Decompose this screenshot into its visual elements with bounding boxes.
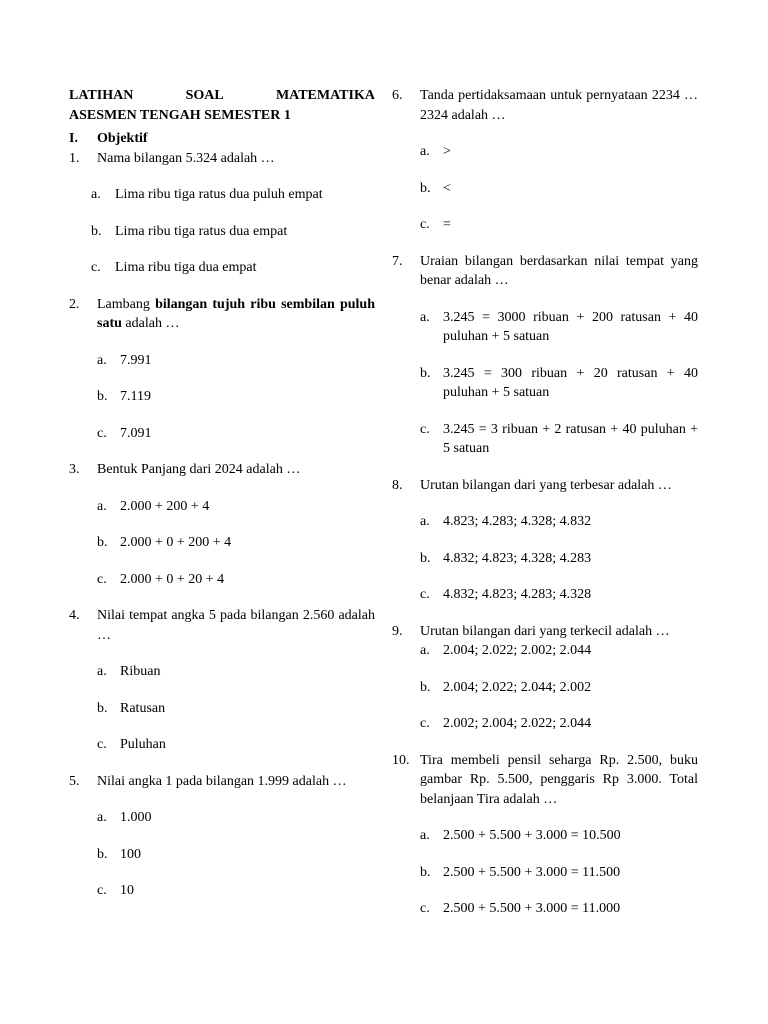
question-6 — [392, 86, 698, 125]
section-heading — [69, 129, 375, 149]
option-text: 7.991 — [120, 352, 152, 368]
option-text: 7.091 — [120, 425, 152, 441]
option-text: 2.500 + 5.500 + 3.000 = 11.500 — [443, 864, 621, 880]
question-7 — [392, 252, 698, 291]
title-word: LATIHAN — [69, 88, 134, 103]
option-b — [97, 533, 375, 553]
title-word: SOAL — [185, 88, 224, 103]
option-text: 2.002; 2.004; 2.022; 2.044 — [443, 716, 592, 731]
option-text: 7.119 — [120, 389, 151, 404]
option-c — [420, 420, 698, 459]
option-label: a. — [97, 352, 107, 368]
option-text: Puluhan — [120, 737, 166, 752]
option-label: c. — [91, 260, 101, 275]
option-label: b. — [420, 365, 431, 381]
option-label: b. — [420, 864, 431, 880]
option-b — [97, 387, 375, 407]
option-label: b. — [97, 535, 108, 550]
document-title — [69, 86, 375, 125]
option-text: = — [443, 217, 451, 232]
question-10 — [392, 751, 698, 810]
option-b — [97, 845, 375, 865]
question-text: Nama bilangan 5.324 adalah … — [97, 150, 275, 166]
question-number: 2. — [69, 296, 80, 312]
option-text: 2.000 + 200 + 4 — [120, 498, 210, 514]
question-2 — [69, 295, 375, 334]
option-a — [97, 662, 375, 682]
question-number: 5. — [69, 773, 80, 789]
option-b — [97, 699, 375, 719]
option-label: a. — [420, 643, 430, 658]
option-c — [97, 881, 375, 901]
option-label: a. — [420, 828, 430, 843]
option-label: b. — [97, 700, 108, 716]
option-text: Lima ribu tiga ratus dua empat — [115, 223, 288, 239]
option-text: 4.832; 4.823; 4.283; 4.328 — [443, 587, 592, 602]
option-label: a. — [97, 664, 107, 679]
option-text: 2.500 + 5.500 + 3.000 = 11.000 — [443, 901, 621, 916]
option-c — [420, 585, 698, 605]
option-label: b. — [97, 389, 108, 404]
option-a — [97, 351, 375, 371]
question-1-options — [91, 185, 375, 278]
option-b — [420, 179, 698, 199]
section-number: I. — [69, 131, 78, 146]
option-text: 4.832; 4.823; 4.328; 4.283 — [443, 550, 592, 566]
option-c — [91, 258, 375, 278]
option-c — [420, 215, 698, 235]
title-word: MATEMATIKA — [275, 88, 375, 103]
right-column — [392, 86, 698, 919]
question-2-options — [97, 351, 375, 444]
question-7-options — [420, 308, 698, 459]
option-c — [420, 714, 698, 734]
option-text: Lima ribu tiga dua empat — [115, 260, 257, 275]
question-text — [97, 295, 375, 334]
question-text: Bentuk Panjang dari 2024 adalah … — [97, 462, 301, 477]
option-label: b. — [420, 550, 431, 566]
question-5-options — [97, 808, 375, 901]
option-a — [420, 308, 698, 347]
question-4-options — [97, 662, 375, 755]
option-text: 2.004; 2.022; 2.002; 2.044 — [443, 643, 592, 658]
option-label: c. — [420, 587, 430, 602]
option-text: < — [443, 180, 451, 196]
section-label: Objektif — [97, 131, 148, 146]
option-label: b. — [420, 679, 431, 695]
option-b — [420, 678, 698, 698]
question-10-options — [420, 826, 698, 919]
option-b — [420, 549, 698, 569]
option-label: a. — [97, 498, 107, 514]
option-label: a. — [97, 810, 107, 825]
question-8 — [392, 476, 698, 496]
option-text: 2.000 + 0 + 200 + 4 — [120, 535, 232, 550]
option-text: 2.500 + 5.500 + 3.000 = 10.500 — [443, 828, 621, 843]
option-a — [420, 641, 698, 661]
question-text: Tanda pertidaksamaan untuk pernyataan 2234 … 2324 adalah … — [420, 88, 698, 123]
option-text: Lima ribu tiga ratus dua puluh empat — [115, 187, 323, 202]
option-text: > — [443, 144, 451, 159]
title-line-1 — [69, 86, 375, 106]
question-number: 1. — [69, 150, 80, 166]
option-label: b. — [97, 846, 108, 862]
option-a — [420, 142, 698, 162]
question-3-options — [97, 497, 375, 590]
question-8-options — [420, 512, 698, 605]
option-text: Ratusan — [120, 700, 166, 716]
option-text: 2.000 + 0 + 20 + 4 — [120, 571, 225, 587]
question-number: 4. — [69, 608, 80, 623]
option-b — [420, 863, 698, 883]
question-text: Uraian bilangan berdasarkan nilai tempat yang benar adalah … — [420, 253, 698, 288]
option-text: 4.823; 4.283; 4.328; 4.832 — [443, 514, 592, 529]
option-text: 2.004; 2.022; 2.044; 2.002 — [443, 679, 592, 695]
question-text: Nilai tempat angka 5 pada bilangan 2.560 adalah … — [97, 608, 375, 643]
option-label: c. — [97, 571, 107, 587]
question-6-options — [420, 142, 698, 235]
question-text-pre: Lambang — [97, 296, 156, 312]
question-text-post: adalah … — [121, 316, 180, 331]
option-b — [420, 364, 698, 403]
option-a — [420, 512, 698, 532]
option-label: c. — [420, 901, 430, 916]
question-number: 3. — [69, 462, 80, 477]
option-label: c. — [420, 421, 430, 437]
option-label: a. — [420, 309, 430, 325]
question-text: Tira membeli pensil seharga Rp. 2.500, buku gambar Rp. 5.500, penggaris Rp 3.000. Total belanjaan Tira adalah … — [420, 752, 698, 807]
option-c — [97, 735, 375, 755]
option-label: a. — [91, 187, 101, 202]
option-text: 3.245 = 300 ribuan + 20 ratusan + 40 puluhan + 5 satuan — [443, 365, 698, 400]
question-3 — [69, 460, 375, 480]
option-label: c. — [420, 217, 430, 232]
option-c — [97, 424, 375, 444]
option-text: 3.245 = 3 ribuan + 2 ratusan + 40 puluhan + 5 satuan — [443, 421, 698, 456]
option-text: Ribuan — [120, 664, 161, 679]
option-c — [97, 570, 375, 590]
option-text: 10 — [120, 883, 134, 898]
question-number: 6. — [392, 88, 403, 103]
option-label: b. — [91, 223, 102, 239]
option-a — [97, 808, 375, 828]
option-label: c. — [97, 425, 107, 441]
option-text: 3.245 = 3000 ribuan + 200 ratusan + 40 puluhan + 5 satuan — [443, 309, 698, 344]
title-line-2: ASESMEN TENGAH SEMESTER 1 — [69, 107, 291, 123]
question-text: Urutan bilangan dari yang terkecil adalah … — [420, 623, 670, 639]
option-label: a. — [420, 514, 430, 529]
option-a — [97, 497, 375, 517]
option-label: c. — [97, 883, 107, 898]
option-a — [420, 826, 698, 846]
question-text-bold: bilangan tujuh ribu sembilan puluh satu — [97, 296, 375, 331]
question-text: Urutan bilangan dari yang terbesar adalah … — [420, 477, 672, 493]
option-text: 100 — [120, 846, 141, 862]
question-number: 10. — [392, 752, 410, 768]
question-5 — [69, 772, 375, 792]
option-label: b. — [420, 180, 431, 196]
option-label: a. — [420, 144, 430, 159]
question-number: 7. — [392, 253, 403, 269]
option-label: c. — [97, 737, 107, 752]
option-label: c. — [420, 716, 430, 731]
question-number: 8. — [392, 477, 403, 493]
left-column — [69, 86, 375, 901]
option-b — [91, 222, 375, 242]
question-9-options — [420, 641, 698, 734]
option-text: 1.000 — [120, 810, 152, 825]
question-4 — [69, 606, 375, 645]
option-a — [91, 185, 375, 205]
question-1 — [69, 149, 375, 169]
question-text: Nilai angka 1 pada bilangan 1.999 adalah … — [97, 773, 347, 789]
question-9 — [392, 622, 698, 642]
question-number: 9. — [392, 623, 403, 639]
option-c — [420, 899, 698, 919]
